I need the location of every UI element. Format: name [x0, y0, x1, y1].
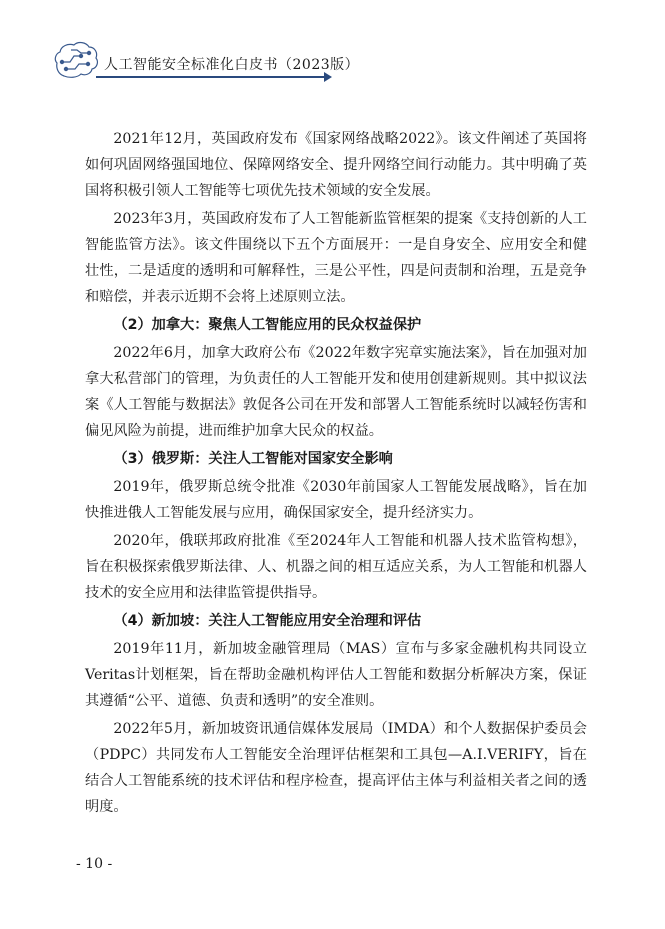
paragraph: 2019年，俄罗斯总统令批准《2030年前国家人工智能发展战略》，旨在加快推进俄人工智能发展与应用，确保国家安全，提升经济实力。	[85, 479, 587, 521]
paragraph: 2020年，俄联邦政府批准《至2024年人工智能和机器人技术监管构想》，旨在积极探索俄罗斯法律、人、机器之间的相互适应关系，为人工智能和机器人技术的安全应用和法律监管提供指导。	[85, 533, 587, 601]
header-title: 人工智能安全标准化白皮书（2023版）	[104, 57, 360, 73]
paragraph: 2022年6月，加拿大政府公布《2022年数字宪章实施法案》，旨在加强对加拿大私营部门的管理，为负责任的人工智能开发和使用创建新规则。其中拟议法案《人工智能与数据法》敦促各公司在开发和部署人工智能系统时以减轻伤害和偏见风险为前提，进而维护加拿大民众的权益。	[85, 345, 587, 439]
section-heading-canada: （2）加拿大：聚焦人工智能应用的民众权益保护	[113, 317, 422, 333]
paragraph: 2023年3月，英国政府发布了人工智能新监管框架的提案《支持创新的人工智能监管方法》。该文件围绕以下五个方面展开：一是自身安全、应用安全和健壮性，二是适度的透明和可解释性，三是公平性，四是问责制和治理，五是竞争和赔偿，并表示近期不会将上述原则立法。	[85, 211, 587, 305]
paragraph: 2019年11月，新加坡金融管理局（MAS）宣布与多家金融机构共同设立Veritas计划框架，旨在帮助金融机构评估人工智能和数据分析解决方案，保证其遵循“公平、道德、负责和透明”的安全准则。	[85, 641, 587, 709]
header-rule	[96, 76, 326, 78]
paragraph: 2022年5月，新加坡资讯通信媒体发展局（IMDA）和个人数据保护委员会（PDPC）共同发布人工智能安全治理评估框架和工具包—A.I.VERIFY，旨在结合人工智能系统的技术评估和程序检查，提高评估主体与利益相关者之间的透明度。	[85, 721, 587, 815]
header-arrow-icon	[324, 72, 332, 82]
section-heading-singapore: （4）新加坡：关注人工智能应用安全治理和评估	[113, 613, 422, 629]
brain-circuit-logo-icon	[50, 38, 102, 82]
paragraph: 2021年12月，英国政府发布《国家网络战略2022》。该文件阐述了英国将如何巩固网络强国地位、保障网络安全、提升网络空间行动能力。其中明确了英国将积极引领人工智能等七项优先技术领域的安全发展。	[85, 131, 587, 199]
page-header	[0, 0, 665, 90]
section-heading-russia: （3）俄罗斯：关注人工智能对国家安全影响	[113, 451, 393, 467]
page-body	[85, 126, 587, 822]
page-number: - 10 -	[76, 856, 113, 872]
